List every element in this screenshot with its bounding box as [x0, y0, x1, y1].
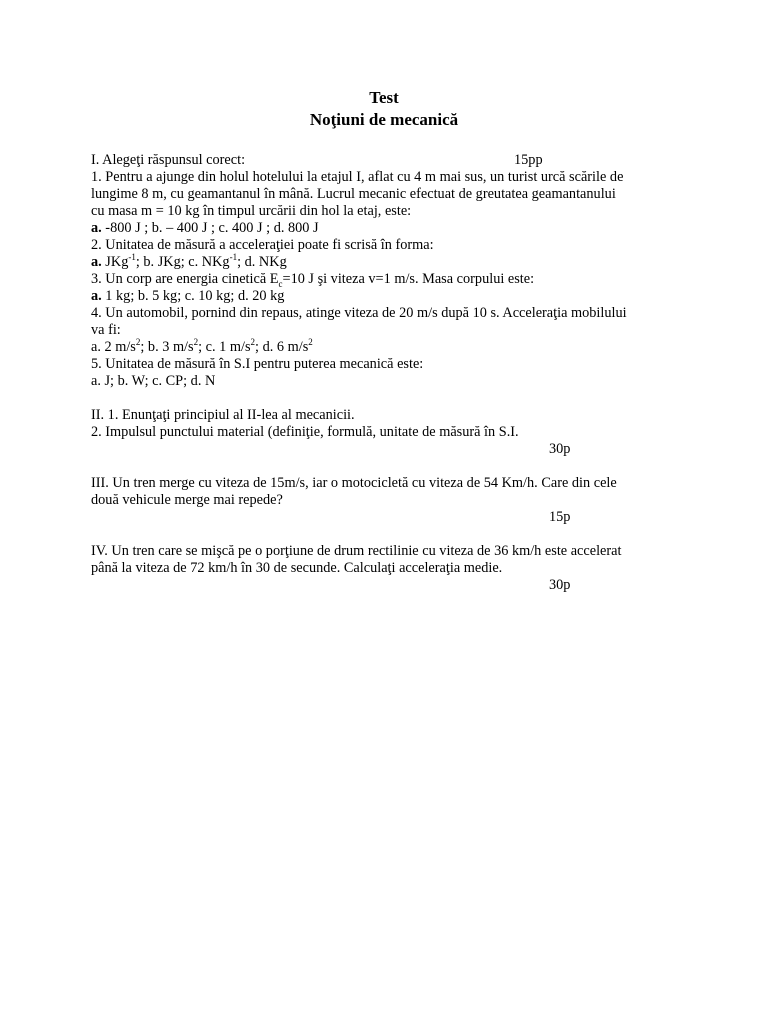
- q4-option-b: ; b. 3 m/s: [140, 339, 194, 355]
- q1-line-3: cu masa m = 10 kg în timpul urcării din hol la etaj, este:: [91, 203, 412, 219]
- section-2-line-1: II. 1. Enunţaţi principiul al II-lea al mecanicii.: [91, 407, 355, 423]
- q2-option-a-letter: a.: [91, 254, 102, 270]
- q3-subscript: c: [278, 278, 283, 289]
- section-4-points: 30p: [549, 577, 571, 593]
- q3-text-part-2: =10 J şi viteza v=1 m/s. Masa corpului este:: [282, 271, 535, 287]
- q4-line-1: 4. Un automobil, pornind din repaus, atinge viteza de 20 m/s după 10 s. Acceleraţia mobilului: [91, 305, 627, 321]
- q3-text-part-1: 3. Un corp are energia cinetică E: [91, 271, 279, 287]
- test-subtitle: Noţiuni de mecanică: [309, 110, 459, 129]
- q1-options-text: -800 J ; b. – 400 J ; c. 400 J ; d. 800 J: [101, 220, 319, 236]
- q2-text: 2. Unitatea de măsură a acceleraţiei poate fi scrisă în forma:: [91, 237, 434, 253]
- q2-options-part-1: JKg: [101, 254, 129, 270]
- q1-line-1: 1. Pentru a ajunge din holul hotelului la etajul I, aflat cu 4 m mai sus, un turist urcă scările de: [91, 169, 624, 185]
- section-spacer: [91, 390, 691, 407]
- test-body: [91, 152, 691, 594]
- section-1-points: 15pp: [514, 152, 543, 168]
- q2-exponent-2: -1: [229, 252, 238, 263]
- section-2-points: 30p: [549, 441, 571, 457]
- q4-option-d: ; d. 6 m/s: [255, 339, 309, 355]
- q2-options-part-3: ; d. NKg: [237, 254, 287, 270]
- q4-options: [91, 339, 691, 356]
- section-3-points-line: [91, 509, 691, 526]
- q4-exponent-c: 2: [250, 337, 256, 348]
- q1-options: [91, 220, 691, 237]
- q1-option-a-letter: a.: [91, 220, 102, 236]
- q4-exponent-b: 2: [193, 337, 199, 348]
- q4-exponent-d: 2: [308, 337, 313, 348]
- test-title: Test: [369, 88, 399, 107]
- q2-options-part-2: ; b. JKg; c. NKg: [135, 254, 230, 270]
- section-1-heading-line: [91, 152, 691, 169]
- section-2-points-line: [91, 441, 691, 458]
- q3-option-a-letter: a.: [91, 288, 102, 304]
- q5-text: 5. Unitatea de măsură în S.I pentru puterea mecanică este:: [91, 356, 424, 372]
- q2-exponent-1: -1: [128, 252, 136, 263]
- section-4-line-2: până la viteza de 72 km/h în 30 de secunde. Calculaţi acceleraţia medie.: [91, 560, 503, 576]
- section-3-line-1: III. Un tren merge cu viteza de 15m/s, iar o motocicletă cu viteza de 54 Km/h. Care din cele: [91, 475, 617, 491]
- q3-options-text: 1 kg; b. 5 kg; c. 10 kg; d. 20 kg: [101, 288, 285, 304]
- section-1-heading: I. Alegeţi răspunsul corect:: [91, 152, 246, 168]
- q1-line-2: lungime 8 m, cu geamantanul în mână. Lucrul mecanic efectuat de greutatea geamantanului: [91, 186, 616, 202]
- section-4-line-1: IV. Un tren care se mişcă pe o porţiune de drum rectilinie cu viteza de 36 km/h este accelerat: [91, 543, 622, 559]
- q4-line-2: va fi:: [91, 322, 121, 338]
- section-4-points-line: [91, 577, 691, 594]
- q5-options: a. J; b. W; c. CP; d. N: [91, 373, 216, 389]
- q3-options: [91, 288, 691, 305]
- section-spacer: [91, 526, 691, 543]
- section-spacer: [91, 458, 691, 475]
- q4-option-a: a. 2 m/s: [91, 339, 136, 355]
- section-3-line-2: două vehicule merge mai repede?: [91, 492, 283, 508]
- q2-options: [91, 254, 691, 271]
- q3-text: [91, 271, 691, 288]
- section-2-line-2: 2. Impulsul punctului material (definiţie, formulă, unitate de măsură în S.I.: [91, 424, 519, 440]
- section-3-points: 15p: [549, 509, 571, 525]
- q4-option-c: ; c. 1 m/s: [198, 339, 251, 355]
- q4-exponent-a: 2: [135, 337, 141, 348]
